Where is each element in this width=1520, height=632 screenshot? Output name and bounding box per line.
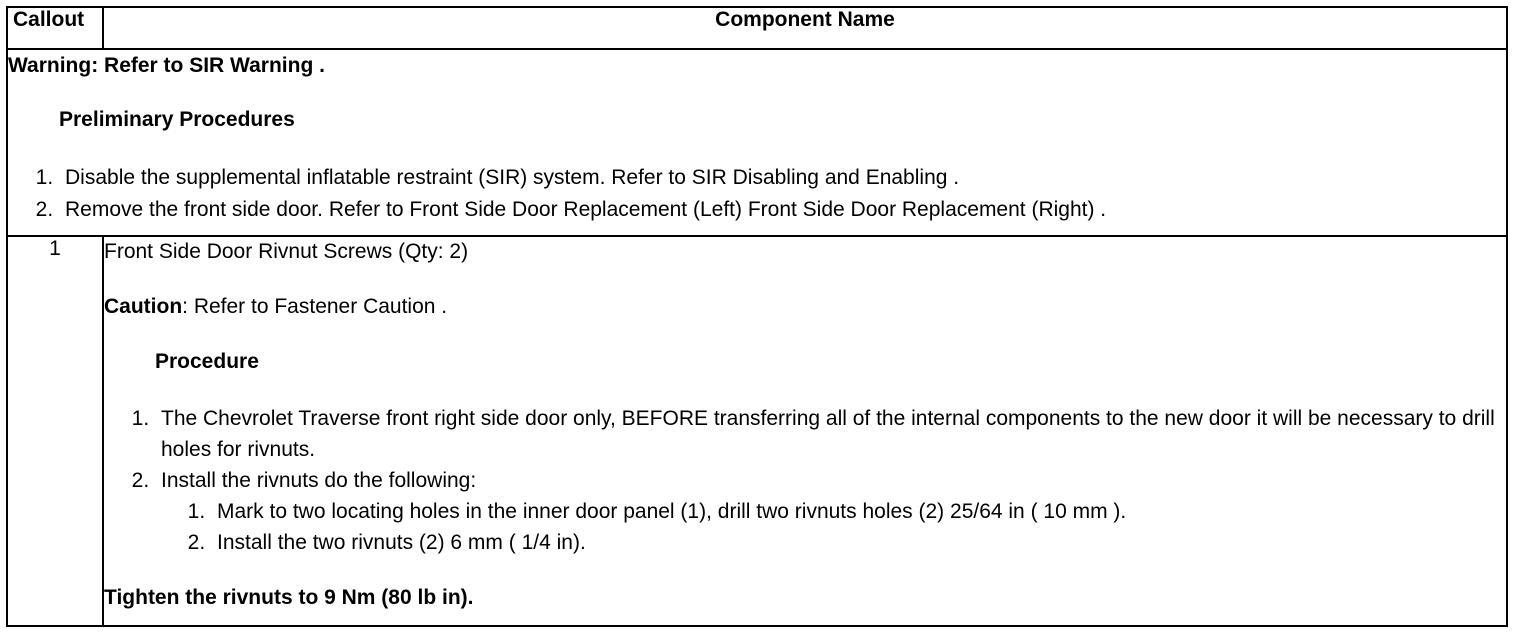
preliminary-step: 2. Remove the front side door. Refer to Front Side Door Replacement (Left) Front Side Door Replacement (Right) .	[59, 194, 1506, 226]
preliminary-step: 1. Disable the supplemental inflatable restraint (SIR) system. Refer to SIR Disabling and Enabling .	[59, 162, 1506, 194]
procedure-step	[155, 465, 1506, 558]
torque-spec: Tighten the rivnuts to 9 Nm (80 lb in).	[104, 586, 474, 609]
procedure-step-text: Install the rivnuts do the following:	[161, 469, 477, 492]
preliminary-cell	[7, 49, 1507, 236]
caution-text: : Refer to Fastener Caution .	[182, 295, 448, 318]
component-name-header: Component Name	[103, 7, 1507, 49]
procedure-table	[6, 6, 1508, 627]
caution-label: Caution	[104, 295, 183, 318]
procedure-steps	[104, 403, 1506, 558]
procedure-substep: 2. Install the two rivnuts (2) 6 mm ( 1/4 in).	[211, 527, 1506, 558]
procedure-substep: 1. Mark to two locating holes in the inner door panel (1), drill two rivnuts holes (2) 25/64 in ( 10 mm ).	[211, 496, 1506, 527]
procedure-step-text: The Chevrolet Traverse front right side door only, BEFORE transferring all of the internal components to the new door it will be necessary to drill holes for rivnuts.	[161, 407, 1495, 461]
component-name: Front Side Door Rivnut Screws (Qty: 2)	[104, 240, 469, 263]
preliminary-steps	[8, 162, 1506, 226]
preliminary-heading: Preliminary Procedures	[59, 108, 295, 131]
preliminary-row	[7, 49, 1507, 236]
procedure-step	[155, 403, 1506, 465]
callout-number: 1	[7, 236, 103, 626]
procedure-heading: Procedure	[155, 350, 259, 373]
sir-warning: Warning: Refer to SIR Warning .	[8, 54, 325, 77]
table-row	[7, 236, 1507, 626]
header-row	[7, 7, 1507, 49]
component-detail-cell	[103, 236, 1507, 626]
caution-line	[104, 292, 1506, 322]
procedure-substeps	[161, 496, 1506, 558]
callout-header: Callout	[7, 7, 103, 49]
